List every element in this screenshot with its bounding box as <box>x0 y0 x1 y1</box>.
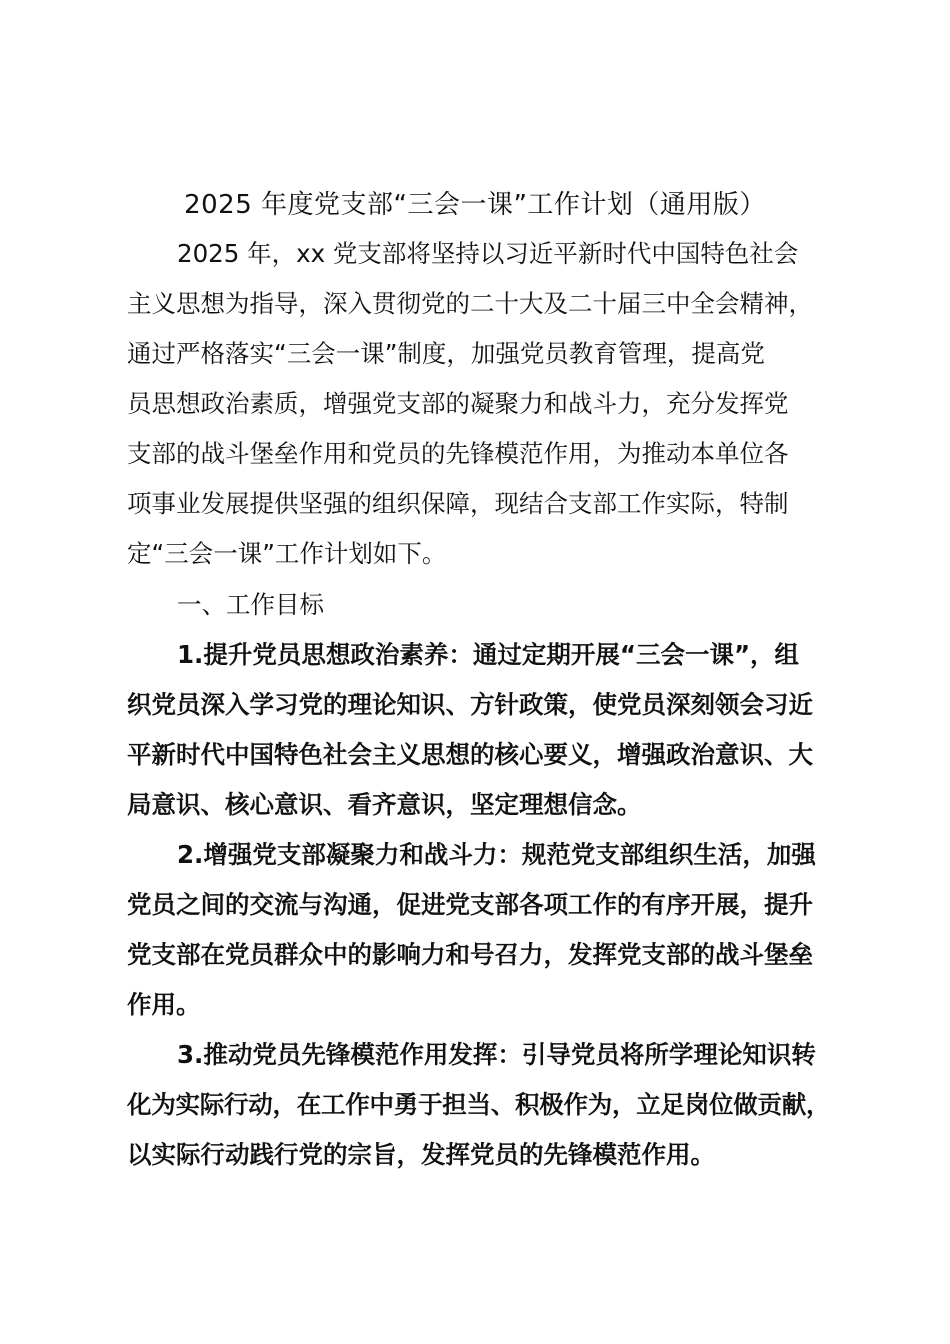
paragraph-line: 化为实际行动，在工作中勇于担当、积极作为，立足岗位做贡献， <box>127 1090 831 1119</box>
paragraph-line: 党支部在党员群众中的影响力和号召力，发挥党支部的战斗堡垒 <box>127 940 813 969</box>
intro-paragraph <box>127 229 833 579</box>
section-heading <box>127 580 833 630</box>
paragraph-line: 作用。 <box>127 990 201 1019</box>
paragraph-line: 通过严格落实“三会一课”制度，加强党员教育管理，提高党 <box>127 339 765 368</box>
paragraph-line: 3.推动党员先锋模范作用发挥：引导党员将所学理论知识转 <box>177 1040 816 1069</box>
paragraph-line: 平新时代中国特色社会主义思想的核心要义，增强政治意识、大 <box>127 740 813 769</box>
paragraph-line: 支部的战斗堡垒作用和党员的先锋模范作用，为推动本单位各 <box>127 439 789 468</box>
paragraph-line: 局意识、核心意识、看齐意识，坚定理想信念。 <box>127 790 642 819</box>
paragraph-line: 党员之间的交流与沟通，促进党支部各项工作的有序开展，提升 <box>127 890 813 919</box>
paragraph-line: 织党员深入学习党的理论知识、方针政策，使党员深刻领会习近 <box>127 690 813 719</box>
goal-paragraph-1 <box>127 630 833 830</box>
paragraph-line: 项事业发展提供坚强的组织保障，现结合支部工作实际，特制 <box>127 489 789 518</box>
paragraph-line: 2025 年，xx 党支部将坚持以习近平新时代中国特色社会 <box>177 239 799 268</box>
paragraph-line: 以实际行动践行党的宗旨，发挥党员的先锋模范作用。 <box>127 1140 715 1169</box>
paragraph-line: 1.提升党员思想政治素养：通过定期开展“三会一课”，组 <box>177 640 800 669</box>
goal-paragraph-2 <box>127 830 833 1030</box>
goal-paragraph-3 <box>127 1030 833 1180</box>
paragraph-line: 主义思想为指导，深入贯彻党的二十大及二十届三中全会精神， <box>127 289 813 318</box>
paragraph-line: 员思想政治素质，增强党支部的凝聚力和战斗力，充分发挥党 <box>127 389 789 418</box>
paragraph-line: 定“三会一课”工作计划如下。 <box>127 539 447 568</box>
paragraph-line: 2.增强党支部凝聚力和战斗力：规范党支部组织生活，加强 <box>177 840 816 869</box>
document-title: 2025 年度党支部“三会一课”工作计划（通用版） <box>184 190 766 220</box>
section-heading-text: 一、工作目标 <box>177 590 324 619</box>
